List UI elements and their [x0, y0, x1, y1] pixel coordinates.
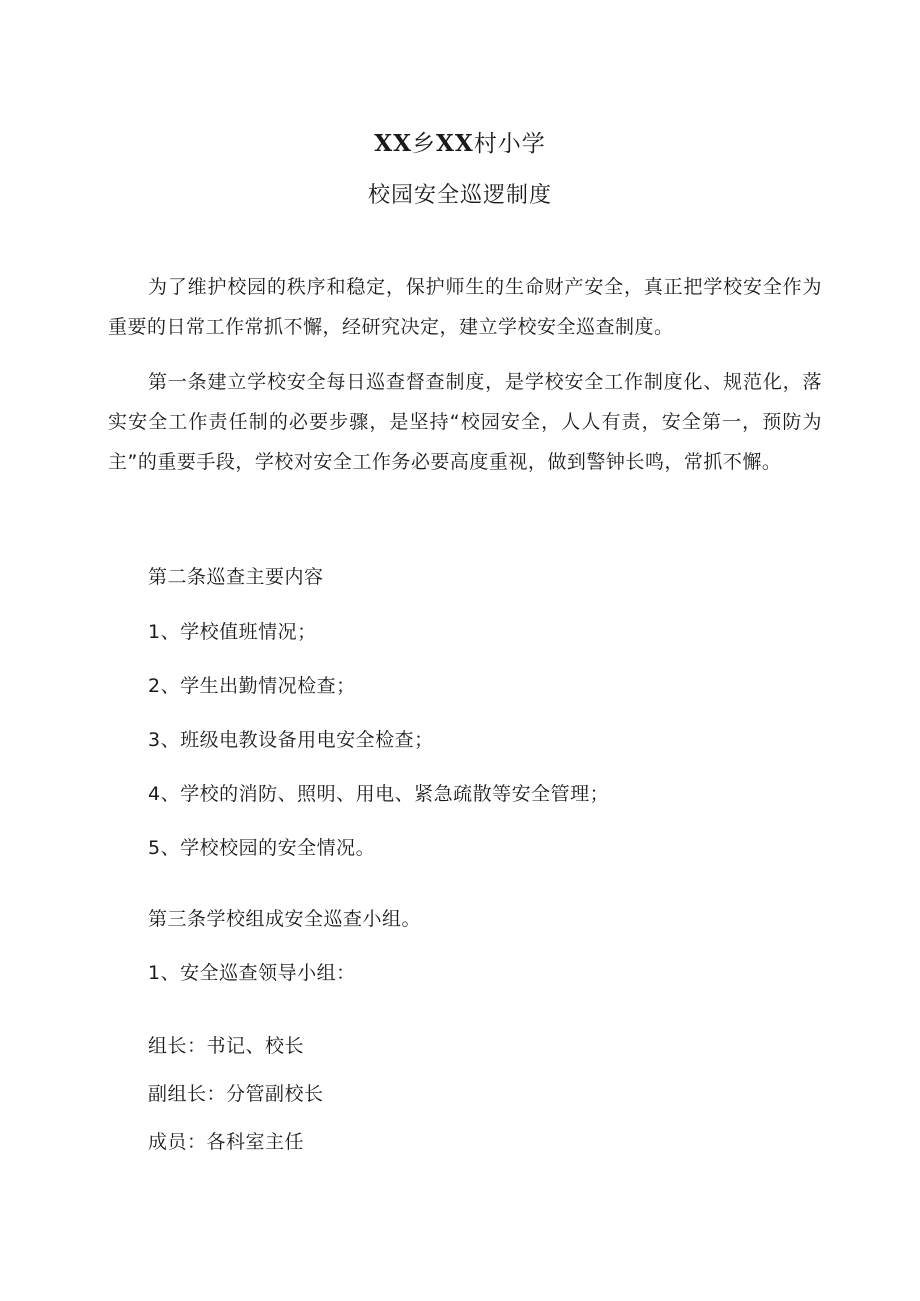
article-2-item: 4、学校的消防、照明、用电、紧急疏散等安全管理；: [148, 783, 610, 805]
document-title: 校园安全巡逻制度: [367, 183, 552, 208]
intro-paragraph: 为了维护校园的秩序和稳定，保护师生的生命财产安全，真正把学校安全作为重要的日常工作常抓不懈，经研究决定，建立学校安全巡查制度。: [108, 276, 822, 338]
members-line: 成员：各科室主任: [148, 1131, 305, 1153]
school-name-part: 村小学: [473, 131, 546, 157]
article-2-heading: 第二条巡查主要内容: [148, 566, 324, 588]
deputy-leader-line: 副组长：分管副校长: [148, 1083, 324, 1105]
title-block: [0, 124, 920, 216]
school-name-part: XX: [436, 130, 474, 157]
article-3-heading: 第三条学校组成安全巡查小组。: [148, 908, 422, 930]
school-name-part: XX: [374, 130, 412, 157]
group-leader-line: 组长：书记、校长: [148, 1035, 305, 1057]
school-name: [0, 124, 920, 164]
article-2-item: 3、班级电教设备用电安全检查；: [148, 729, 434, 751]
article-2-item: 5、学校校园的安全情况。: [148, 837, 376, 859]
article-3-subheading: 1、安全巡查领导小组：: [148, 962, 356, 984]
article-2-item: 1、学校值班情况；: [148, 621, 317, 643]
article-2-item: 2、学生出勤情况检查；: [148, 675, 356, 697]
school-name-part: 乡: [412, 131, 436, 157]
article-1-paragraph: 第一条建立学校安全每日巡查督查制度，是学校安全工作制度化、规范化，落实安全工作责任制的必要步骤，是坚持“校园安全，人人有责，安全第一，预防为主”的重要手段，学校对安全工作务必要高度重视，做到警钟长鸣，常抓不懈。: [108, 371, 822, 473]
